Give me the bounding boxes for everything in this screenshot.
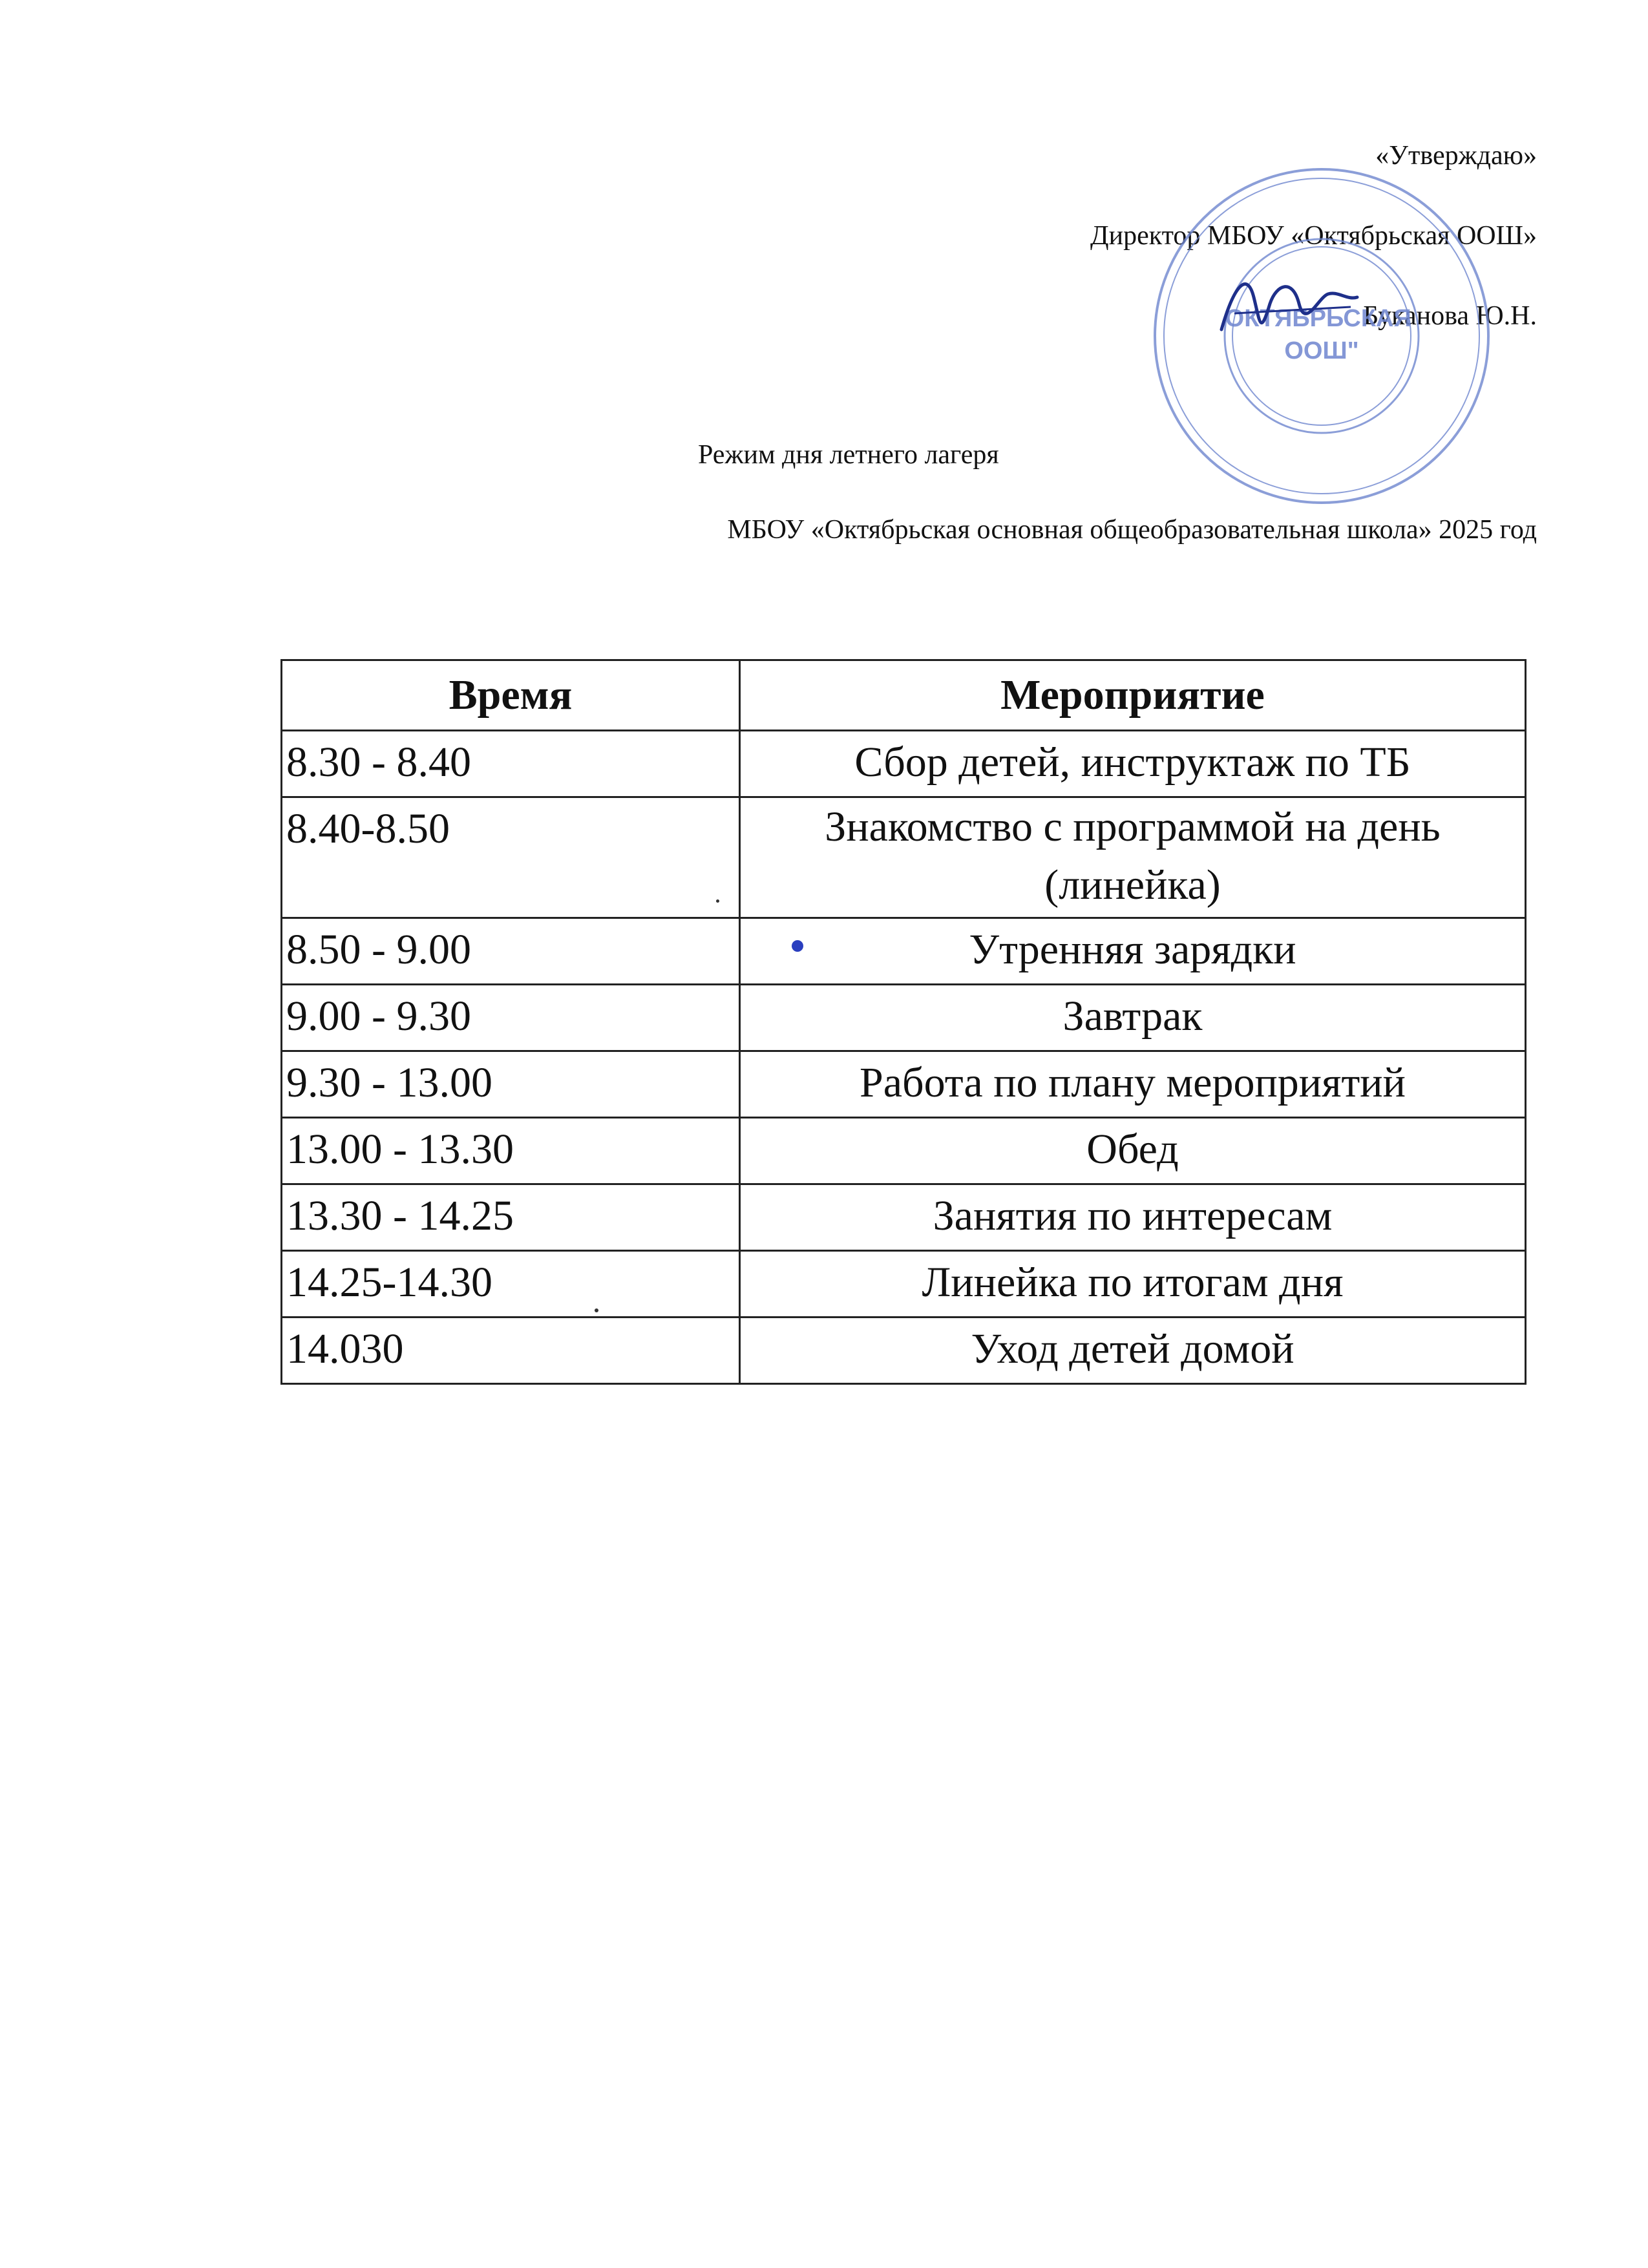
row-time: 13.30 - 14.25: [282, 1184, 740, 1251]
row-event: Знакомство с программой на день (линейка): [740, 797, 1526, 918]
row-event: Обед: [740, 1118, 1526, 1184]
row-event: Уход детей домой: [740, 1318, 1526, 1384]
row-time: 8.40-8.50: [282, 797, 740, 918]
approval-heading: «Утверждаю»: [1375, 141, 1537, 171]
row-event: Линейка по итогам дня: [740, 1251, 1526, 1318]
header-event: Мероприятие: [740, 660, 1526, 731]
row-time: 13.00 - 13.30: [282, 1118, 740, 1184]
schedule-table: [280, 659, 1527, 1385]
row-event: Работа по плану мероприятий: [740, 1051, 1526, 1118]
row-time: 8.50 - 9.00: [282, 918, 740, 985]
stamp-text: ОКТЯБРЬСКАЯ ООШ": [1225, 305, 1411, 364]
table-row: [282, 1251, 1526, 1318]
signature: [1209, 258, 1364, 355]
table-row: [282, 731, 1526, 797]
scan-speck: [716, 899, 719, 903]
row-time: 14.030: [282, 1318, 740, 1384]
table-row: [282, 1051, 1526, 1118]
table-row: [282, 797, 1526, 918]
row-time: 14.25-14.30: [282, 1251, 740, 1318]
table-row: [282, 1318, 1526, 1384]
row-time: 8.30 - 8.40: [282, 731, 740, 797]
table-row: [282, 985, 1526, 1051]
row-event: Сбор детей, инструктаж по ТБ: [740, 731, 1526, 797]
ink-speck: [792, 940, 803, 952]
table-row: [282, 1118, 1526, 1184]
table-row: [282, 918, 1526, 985]
row-event: Занятия по интересам: [740, 1184, 1526, 1251]
row-event: Утренняя зарядки: [740, 918, 1526, 985]
approval-signatory: Буканова Ю.Н.: [1363, 301, 1537, 331]
header-time: Время: [282, 660, 740, 731]
table-row: [282, 1184, 1526, 1251]
row-time: 9.00 - 9.30: [282, 985, 740, 1051]
document-title: Режим дня летнего лагеря: [698, 440, 999, 470]
approval-position: Директор МБОУ «Октябрьская ООШ»: [1090, 221, 1537, 251]
row-time: 9.30 - 13.00: [282, 1051, 740, 1118]
scan-speck: [595, 1308, 598, 1312]
document-subtitle: МБОУ «Октябрьская основная общеобразовательная школа» 2025 год: [727, 515, 1537, 545]
row-event: Завтрак: [740, 985, 1526, 1051]
table-header-row: [282, 660, 1526, 731]
